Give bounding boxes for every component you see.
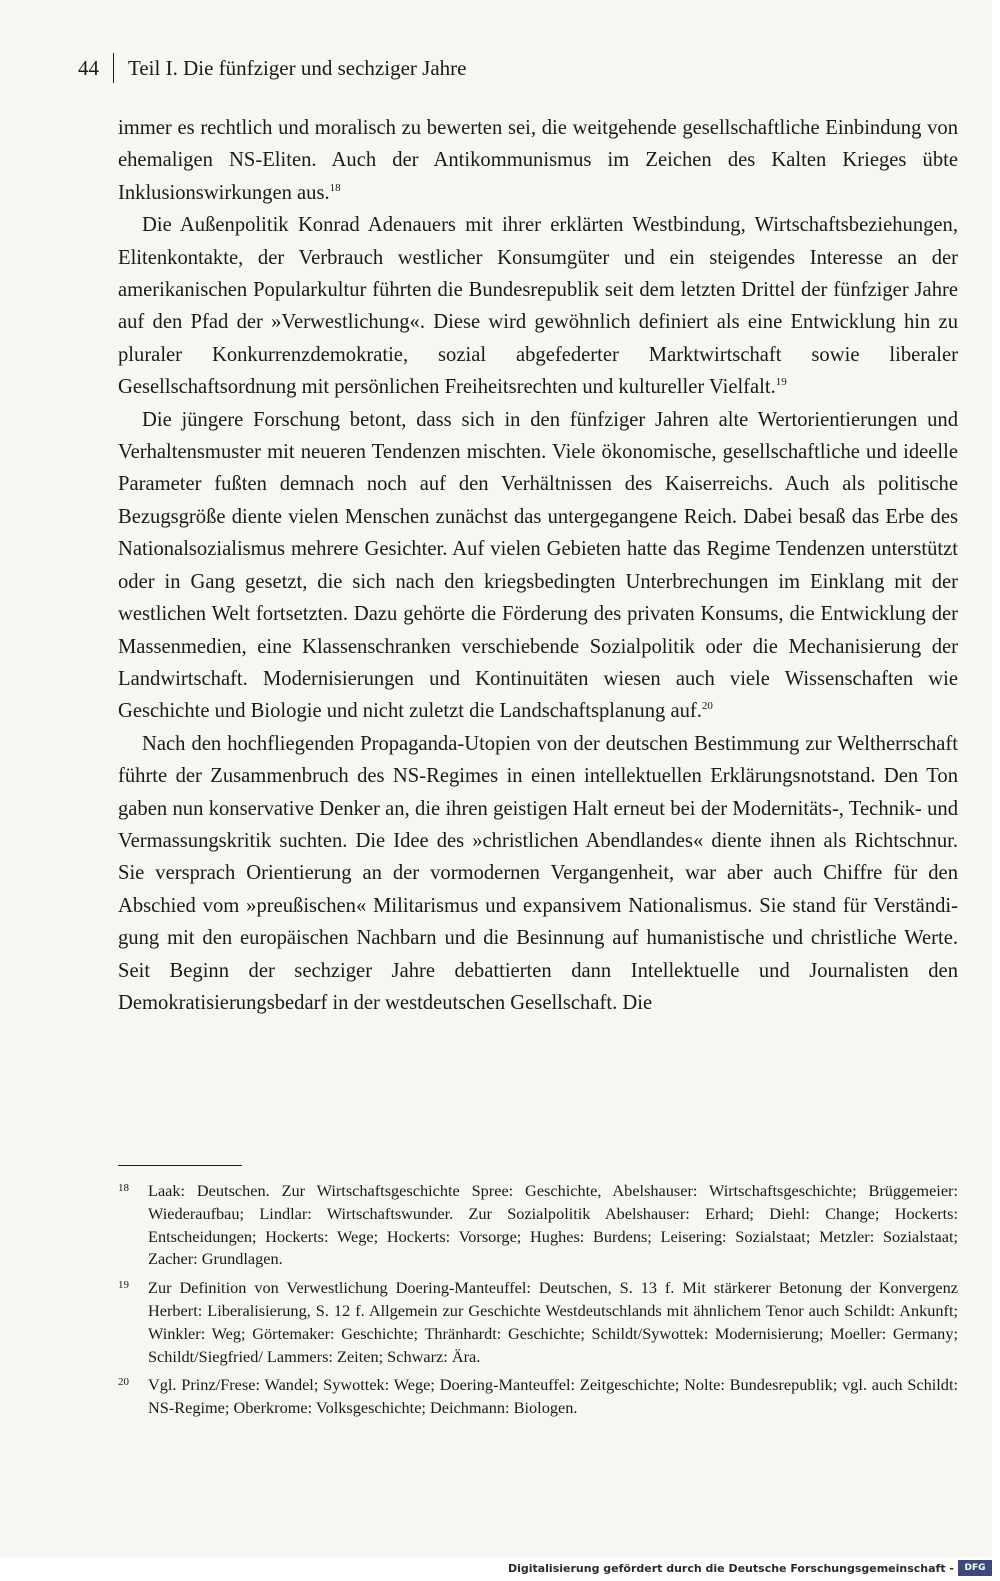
footnote-18: [118, 1180, 958, 1271]
main-text: [118, 112, 958, 1019]
footnotes: [118, 1180, 958, 1426]
footnote-text: Vgl. Prinz/Frese: Wandel; Sywottek: Wege; Doering-Manteuffel: Zeitgeschichte; Nolte: Bundesrepublik; vgl. auch Schildt: NS-Regime; Oberkrome: Volksgeschichte; Deichmann: Biologen.: [148, 1375, 958, 1418]
footnote-ref-20: 20: [701, 700, 713, 713]
footnote-text: Laak: Deutschen. Zur Wirtschaftsgeschichte Spree: Geschichte, Abelshauser: Wirtschaftsgeschichte; Brüggemeier: Wiederaufbau; Lindlar: Wirtschaftswunder. Zur Sozialpolitik Abelshauser: Erhard; Diehl: Change; Hockerts: Entscheidungen; Hockerts: Wege; Hockerts: Vorsorge; Hughes: Burdens; Leisering: Sozialstaat; Metzler: Sozialstaat; Zacher: Grundlagen.: [148, 1181, 958, 1269]
footnote-separator: [118, 1165, 242, 1166]
running-header: [78, 52, 466, 84]
paragraph-1: immer es rechtlich und moralisch zu bewerten sei, die weitgehende gesellschaftliche Einbindung von ehemaligen NS-Eliten. Auch der Antikommunismus im Zeichen des Kalten Krieges übte Inklusionswirkungen aus.$^{18}$: [118, 117, 958, 204]
paragraph-3: Die jüngere Forschung betont, dass sich in den fünfziger Jahren alte Wertorientierungen und Verhaltensmuster mit neueren Tendenzen mischten. Viele ökonomische, gesellschaftliche und ideelle Parameter fußten demnach noch auf den Verhältnissen des Kaiserreichs. Auch als politische Bezugsgröße diente vielen Menschen zunächst das untergegangene Reich. Dabei besaß das Erbe des Nationalsozialismus mehrere Gesichter. Auf vielen Gebieten hatte das Regime Tendenzen unterstützt oder in Gang gesetzt, die sich nach den kriegsbedingten Unterbrechungen im Einklang mit der westlichen Welt fortsetzten. Dazu gehörte die Förderung des privaten Konsums, die Entwicklung der Massenmedien, eine Klassenschranken verschiebende Sozialpolitik oder die Mechanisierung der Landwirtschaft. Modernisierungen und Kontinuitäten wiesen auch viele Wissenschaften wie Geschichte und Biologie und nicht zuletzt die Landschaftsplanung auf.$^{20}$: [118, 408, 958, 723]
footnote-ref-18: 18: [329, 181, 341, 194]
footnote-ref-19: 19: [775, 376, 787, 389]
footnote-number: 18: [118, 1182, 129, 1194]
footnote-19: [118, 1277, 958, 1368]
paragraph-4: Nach den hochfliegenden Propaganda-Utopien von der deutschen Bestimmung zur Weltherrschaft führte der Zusammenbruch des NS-Regimes in einen intellektuellen Erklärungsnotstand. Den Ton gaben nun konservative Denker an, die ihren geistigen Halt erneut bei der Modernitäts-, Technik- und Vermassungskritik suchten. Die Idee des »christlichen Abendlandes« diente ihnen als Richtschnur. Sie versprach Orientierung an der vormodernen Vergangenheit, war aber auch Chiffre für den Abschied vom »preußischen« Militarismus und expansivem Nationalismus. Sie stand für Verständigung mit den europäischen Nachbarn und die Besinnung auf humanistische und christliche Werte. Seit Beginn der sechziger Jahre debattierten dann Intellektuelle und Journalisten den Demokratisierungsbedarf in der westdeutschen Gesellschaft. Die: [118, 732, 958, 1014]
header-divider: [113, 53, 114, 83]
dfg-logo: DFG: [958, 1560, 992, 1576]
footnote-number: 19: [118, 1279, 129, 1292]
footnote-20: [118, 1374, 958, 1420]
footnote-number: 20: [118, 1376, 129, 1389]
footnote-text: Zur Definition von Verwestlichung Doering-Manteuffel: Deutschen, S. 13 f. Mit stärkerer Betonung der Konvergenz Herbert: Liberalisierung, S. 12 f. Allgemein zur Geschichte Westdeutschlands mit ähnlichem Tenor auch Schildt: Ankunft; Winkler: Weg; Görtemaker: Geschichte; Thränhardt: Geschichte; Schildt/Sywottek: Modernisierung; Moeller: Germany; Schildt/Siegfried/ Lammers: Zeiten; Schwarz: Ära.: [148, 1278, 958, 1366]
paragraph-2: Die Außenpolitik Konrad Adenauers mit ihrer erklärten Westbindung, Wirtschaftsbeziehungen, Elitenkontakte, der Verbrauch westlicher Konsumgüter und ein steigendes Interesse an der amerikanischen Popularkultur führten die Bundesrepublik seit dem letzten Drittel der fünfziger Jahre auf den Pfad der »Verwestlichung«. Diese wird gewöhnlich definiert als eine Entwicklung hin zu pluraler Konkurrenzdemokratie, sozial abgefederter Marktwirtschaft sowie liberaler Gesellschaftsordnung mit persönlichen Freiheitsrechten und kultureller Vielfalt.$^{19}$: [118, 214, 958, 399]
running-title: Teil I. Die fünfziger und sechziger Jahre: [128, 55, 467, 80]
page-number: 44: [78, 55, 99, 80]
digitization-credit: Digitalisierung gefördert durch die Deutsche Forschungsgemeinschaft -: [507, 1562, 954, 1575]
